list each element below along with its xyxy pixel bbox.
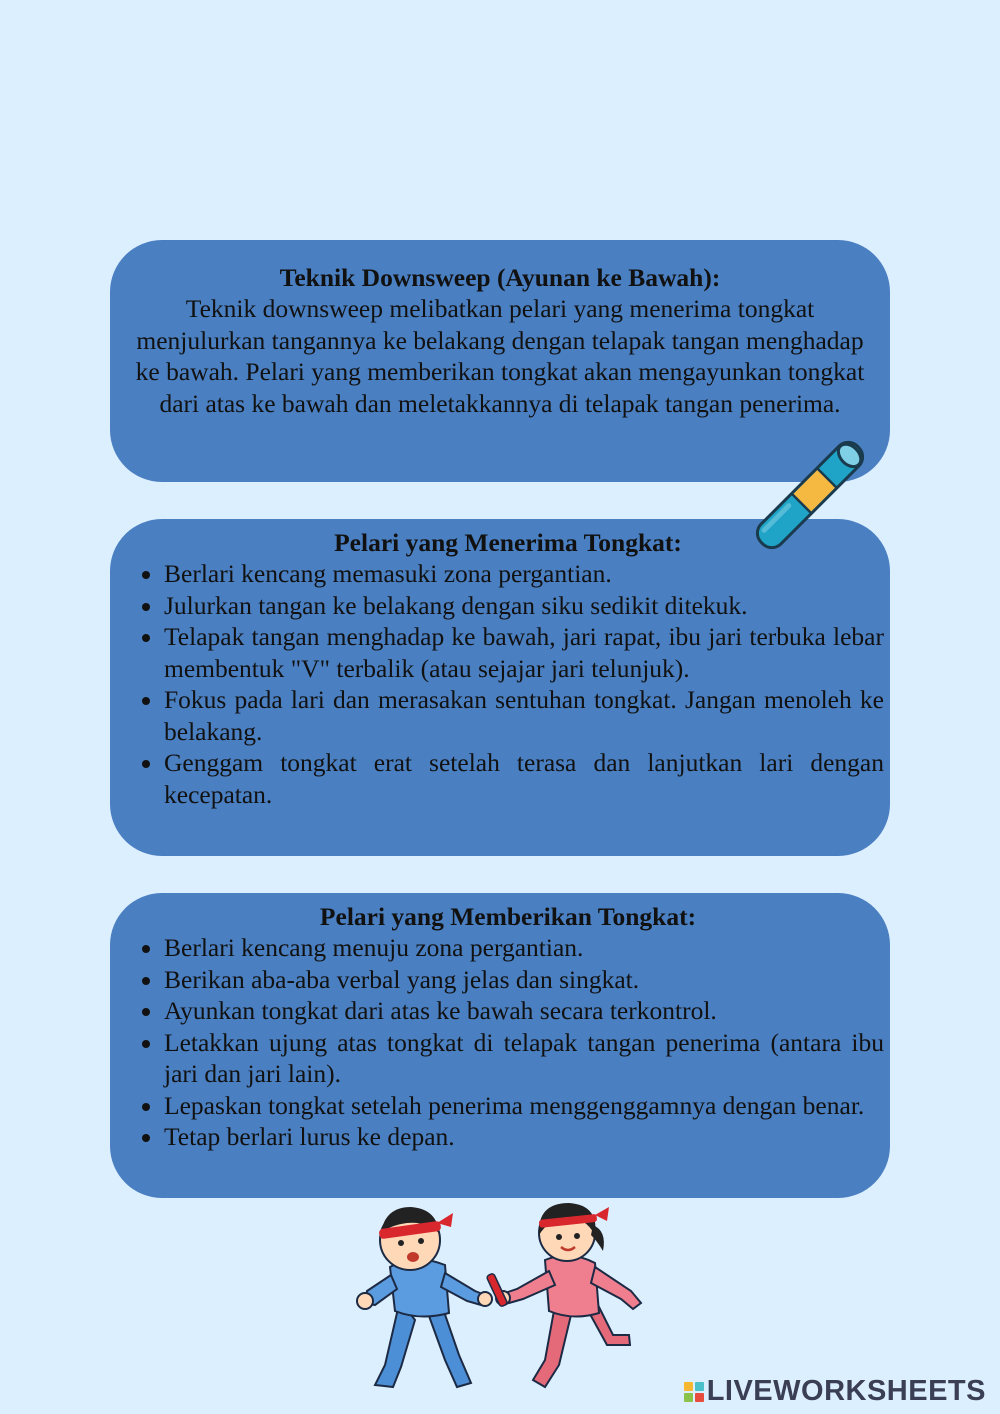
giver-title: Pelari yang Memberikan Tongkat:: [319, 902, 697, 931]
list-item: • Berlari kencang memasuki zona pergantian.: [164, 558, 884, 590]
girl-runner-icon: [486, 1203, 641, 1387]
list-item: • Telapak tangan menghadap ke bawah, jari rapat, ibu jari terbuka lebar membentuk "V" terbalik (atau sejajar jari telunjuk).: [164, 621, 884, 684]
liveworksheets-logo-icon: [684, 1382, 704, 1402]
list-item: • Letakkan ujung atas tongkat di telapak tangan penerima (antara ibu jari dan jari lain).: [164, 1027, 884, 1090]
boy-runner-icon: [357, 1207, 492, 1387]
list-item: • Lepaskan tongkat setelah penerima menggenggamnya dengan benar.: [164, 1090, 884, 1122]
receiver-card: [110, 519, 890, 856]
list-item: • Genggam tongkat erat setelah terasa dan lanjutkan lari dengan kecepatan.: [164, 747, 884, 810]
logo-tile: [684, 1382, 693, 1391]
list-item: • Berikan aba-aba verbal yang jelas dan singkat.: [164, 964, 884, 996]
brand-name: LIVEWORKSHEETS: [706, 1375, 986, 1407]
relay-baton-illustration: [740, 425, 880, 565]
liveworksheets-brand: [684, 1375, 986, 1408]
list-item: • Berlari kencang menuju zona pergantian.: [164, 932, 884, 964]
receiver-list: [132, 558, 884, 810]
receiver-title: Pelari yang Menerima Tongkat:: [334, 528, 682, 557]
giver-card: [110, 893, 890, 1198]
logo-tile: [695, 1393, 704, 1402]
logo-tile: [684, 1393, 693, 1402]
list-item: • Julurkan tangan ke belakang dengan siku sedikit ditekuk.: [164, 590, 884, 622]
logo-tile: [695, 1382, 704, 1391]
relay-runners-illustration: [345, 1195, 655, 1395]
list-item: • Tetap berlari lurus ke depan.: [164, 1121, 884, 1153]
list-item: • Fokus pada lari dan merasakan sentuhan tongkat. Jangan menoleh ke belakang.: [164, 684, 884, 747]
giver-list: [132, 932, 884, 1153]
downsweep-text: Teknik downsweep melibatkan pelari yang menerima tongkat menjulurkan tangannya ke belakang dengan telapak tangan menghadap ke bawah. Pelari yang memberikan tongkat akan mengayunkan tongkat dari atas ke bawah dan meletakkannya di telapak tangan penerima.: [135, 294, 865, 418]
downsweep-title: Teknik Downsweep (Ayunan ke Bawah):: [279, 263, 721, 292]
list-item: • Ayunkan tongkat dari atas ke bawah secara terkontrol.: [164, 995, 884, 1027]
